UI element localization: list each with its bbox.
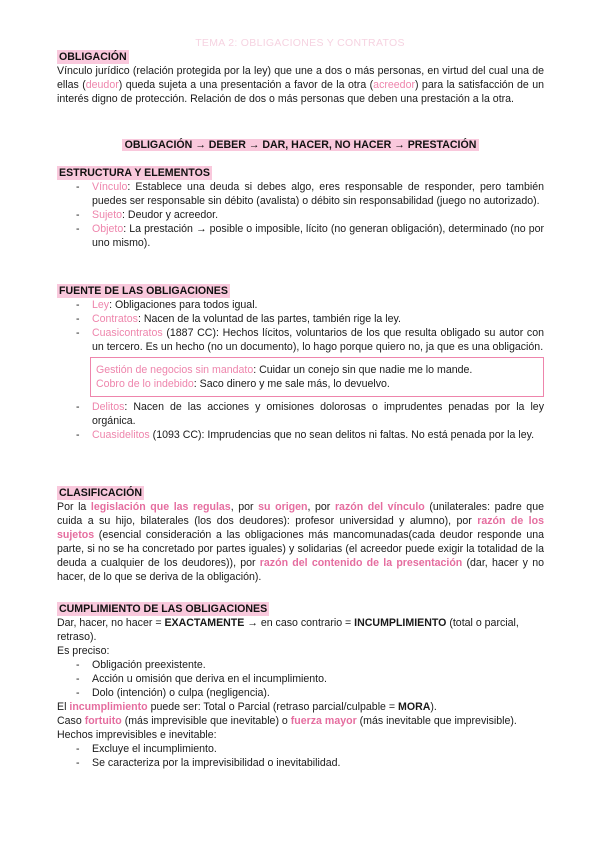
heading-estructura: ESTRUCTURA Y ELEMENTOS xyxy=(59,167,210,179)
list-item: - Vínculo: Establece una deuda si debes algo, eres responsable de responder, pero también puedes ser responsable sin débito (avalista) o débito sin responsabilidad (juego no autorizado). xyxy=(57,180,544,208)
list-item: - Obligación preexistente. xyxy=(57,658,544,672)
section-estructura xyxy=(57,166,544,250)
list-item: - Sujeto: Deudor y acreedor. xyxy=(57,208,544,222)
incumplimiento-line: El incumplimiento puede ser: Total o Parcial (retraso parcial/culpable = MORA). xyxy=(57,701,437,713)
section-clasificacion xyxy=(57,486,544,584)
caso-fortuito-line: Caso fortuito (más imprevisible que inevitable) o fuerza mayor (más inevitable que imprevisible). xyxy=(57,715,517,727)
term-acreedor: acreedor xyxy=(373,79,415,91)
list-item: - Delitos: Nacen de las acciones y omisiones dolorosas o imprudentes penadas por la ley orgánica. xyxy=(57,400,544,428)
obligacion-definition: Vínculo jurídico (relación protegida por la ley) que une a dos o más personas, en virtud del cual una de ellas (deudor) queda sujeta a una presentación a favor de la otra (acreedor) para la satisfacción de un interés digno de protección. Relación de dos o más personas que deben una prestación a la otra. xyxy=(57,65,545,105)
term-deudor: deudor xyxy=(85,79,119,91)
hechos-list xyxy=(57,742,544,770)
heading-obligacion: OBLIGACIÓN xyxy=(59,51,127,63)
list-item: - Se caracteriza por la imprevisibilidad o inevitabilidad. xyxy=(57,756,544,770)
list-item: - Acción u omisión que deriva en el incumplimiento. xyxy=(57,672,544,686)
list-item: - Cuasidelitos (1093 CC): Imprudencias que no sean delitos ni faltas. No está penada por la ley. xyxy=(57,428,544,442)
document-title: TEMA 2: OBLIGACIONES Y CONTRATOS xyxy=(195,37,405,49)
clasificacion-text: Por la legislación que las regulas, por su origen, por razón del vínculo (unilaterales: padre que cuida a su hijo, bilaterales (los dos deudores): profesor universidad y alumno), por razón de los sujetos (esencial consideración a las obligaciones más mancomunadas(cada deudor responde una parte, si no se ha concretado por partes iguales) y solidarias (el acreedor puede exigir la totalidad de la deuda a cualquier de los deudores)), por razón del contenido de la presentación (dar, hacer y no hacer, de lo que se deriva de la obligación). xyxy=(57,501,544,583)
section-fuentes xyxy=(57,284,544,442)
section-obligacion xyxy=(57,50,544,106)
heading-fuentes: FUENTE DE LAS OBLIGACIONES xyxy=(59,285,228,297)
list-item: - Ley: Obligaciones para todos igual. xyxy=(57,298,544,312)
formula-line xyxy=(57,138,544,152)
es-preciso-label: Es preciso: xyxy=(57,645,110,657)
section-cumplimiento xyxy=(57,602,544,770)
list-item: - Excluye el incumplimiento. xyxy=(57,742,544,756)
hechos-line: Hechos imprevisibles e inevitable: xyxy=(57,729,217,741)
heading-clasificacion: CLASIFICACIÓN xyxy=(59,487,142,499)
list-item: - Dolo (intención) o culpa (negligencia). xyxy=(57,686,544,700)
list-item: - Contratos: Nacen de la voluntad de las partes, también rige la ley. xyxy=(57,312,544,326)
cumplimiento-line-1: Dar, hacer, no hacer = EXACTAMENTE → en caso contrario = INCUMPLIMIENTO (total o parcial, retraso). xyxy=(57,617,519,643)
box-line: Cobro de lo indebido: Saco dinero y me sale más, lo devuelvo. xyxy=(96,378,390,390)
fuentes-list xyxy=(57,298,544,354)
list-item: - Cuasicontratos (1887 CC): Hechos lícitos, voluntarios de los que resulta obligado su autor con un tercero. Es un hecho (no un documento), lo hago porque quiero no, ja que es una obligación. xyxy=(57,326,544,354)
list-item: - Objeto: La prestación → posible o imposible, lícito (no generan obligación), determinado (no por uno mismo). xyxy=(57,222,544,250)
requisitos-list xyxy=(57,658,544,700)
cuasicontratos-examples-box xyxy=(90,357,544,397)
fuentes-list-2 xyxy=(57,400,544,442)
box-line: Gestión de negocios sin mandato: Cuidar un conejo sin que nadie me lo mande. xyxy=(96,364,473,376)
heading-cumplimiento: CUMPLIMIENTO DE LAS OBLIGACIONES xyxy=(59,603,268,615)
estructura-list xyxy=(57,180,544,250)
formula-obligacion: OBLIGACIÓN → DEBER → DAR, HACER, NO HACER → PRESTACIÓN xyxy=(122,139,480,151)
